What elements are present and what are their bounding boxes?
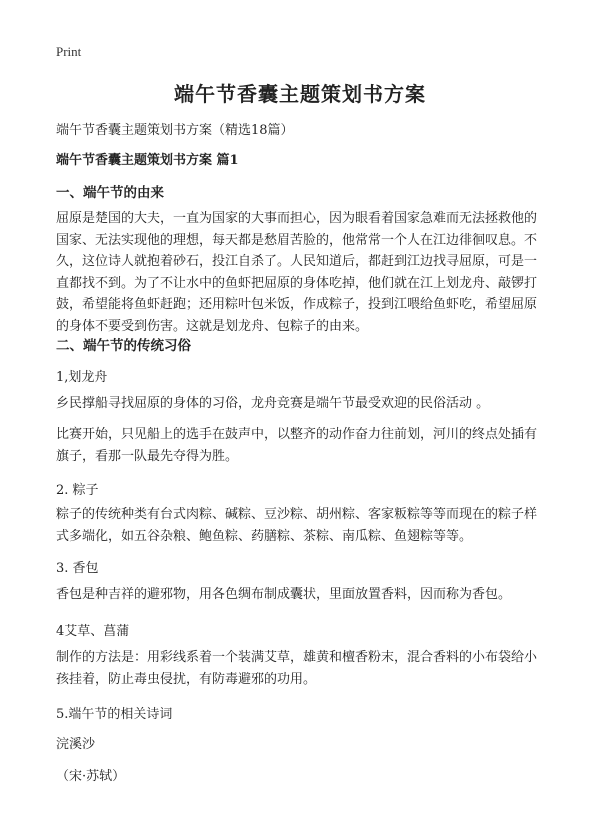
dragon-boat-paragraph-2: 比赛开始，只见船上的选手在鼓声中，以整齐的动作奋力往前划，河川的终点处插有旗子，看那一队最先夺得为胜。	[56, 427, 538, 464]
item-label-dragon-boat: 1,划龙舟	[56, 370, 108, 385]
poem-author: （宋·苏轼）	[56, 769, 126, 784]
item-label-sachet: 3. 香包	[56, 561, 99, 576]
section-heading-origin: 一、端午节的由来	[56, 185, 164, 201]
sachet-paragraph: 香包是种吉祥的避邪物，用各色绸布制成囊状，里面放置香料，因而称为香包。	[56, 587, 512, 602]
part-heading: 端午节香囊主题策划书方案 篇1	[56, 153, 239, 168]
print-link[interactable]: Print	[56, 44, 82, 59]
item-label-mugwort: 4艾草、菖蒲	[56, 624, 130, 639]
item-label-poems: 5.端午节的相关诗词	[56, 707, 173, 722]
item-label-zongzi: 2. 粽子	[56, 483, 99, 498]
document-title: 端午节香囊主题策划书方案	[174, 82, 426, 106]
poem-title: 浣溪沙	[56, 737, 96, 752]
section-heading-customs: 二、端午节的传统习俗	[56, 338, 191, 354]
mugwort-paragraph: 制作的方法是：用彩线系着一个装满艾草，雄黄和檀香粉末，混合香料的小布袋给小孩挂着，防止毒虫侵扰，有防毒避邪的功用。	[56, 650, 538, 687]
zongzi-paragraph: 粽子的传统种类有台式肉粽、碱粽、豆沙粽、胡州粽、客家粄粽等等而现在的粽子样式多端化，如五谷杂粮、鲍鱼粽、药膳粽、茶粽、南瓜粽、鱼翅粽等等。	[56, 507, 538, 544]
origin-paragraph: 屈原是楚国的大夫，一直为国家的大事而担心，因为眼看着国家急难而无法拯救他的国家、无法实现他的理想，每天都是愁眉苦脸的，他常常一个人在江边徘徊叹息。不久，这位诗人就抱着砂石，投江自杀了。人民知道后，都赶到江边找寻屈原，可是一直都找不到。为了不让水中的鱼虾把屈原的身体吃掉，他们就在江上划龙舟、敲锣打鼓，希望能将鱼虾赶跑；还用粽叶包米饭，作成粽子，投到江喂给鱼虾吃，希望屈原的身体不要受到伤害。这就是划龙舟、包粽子的由来。	[56, 211, 538, 334]
dragon-boat-paragraph-1: 乡民撑船寻找屈原的身体的习俗，龙舟竞赛是端午节最受欢迎的民俗活动 。	[56, 396, 490, 411]
document-subtitle: 端午节香囊主题策划书方案（精选18篇）	[56, 123, 294, 138]
